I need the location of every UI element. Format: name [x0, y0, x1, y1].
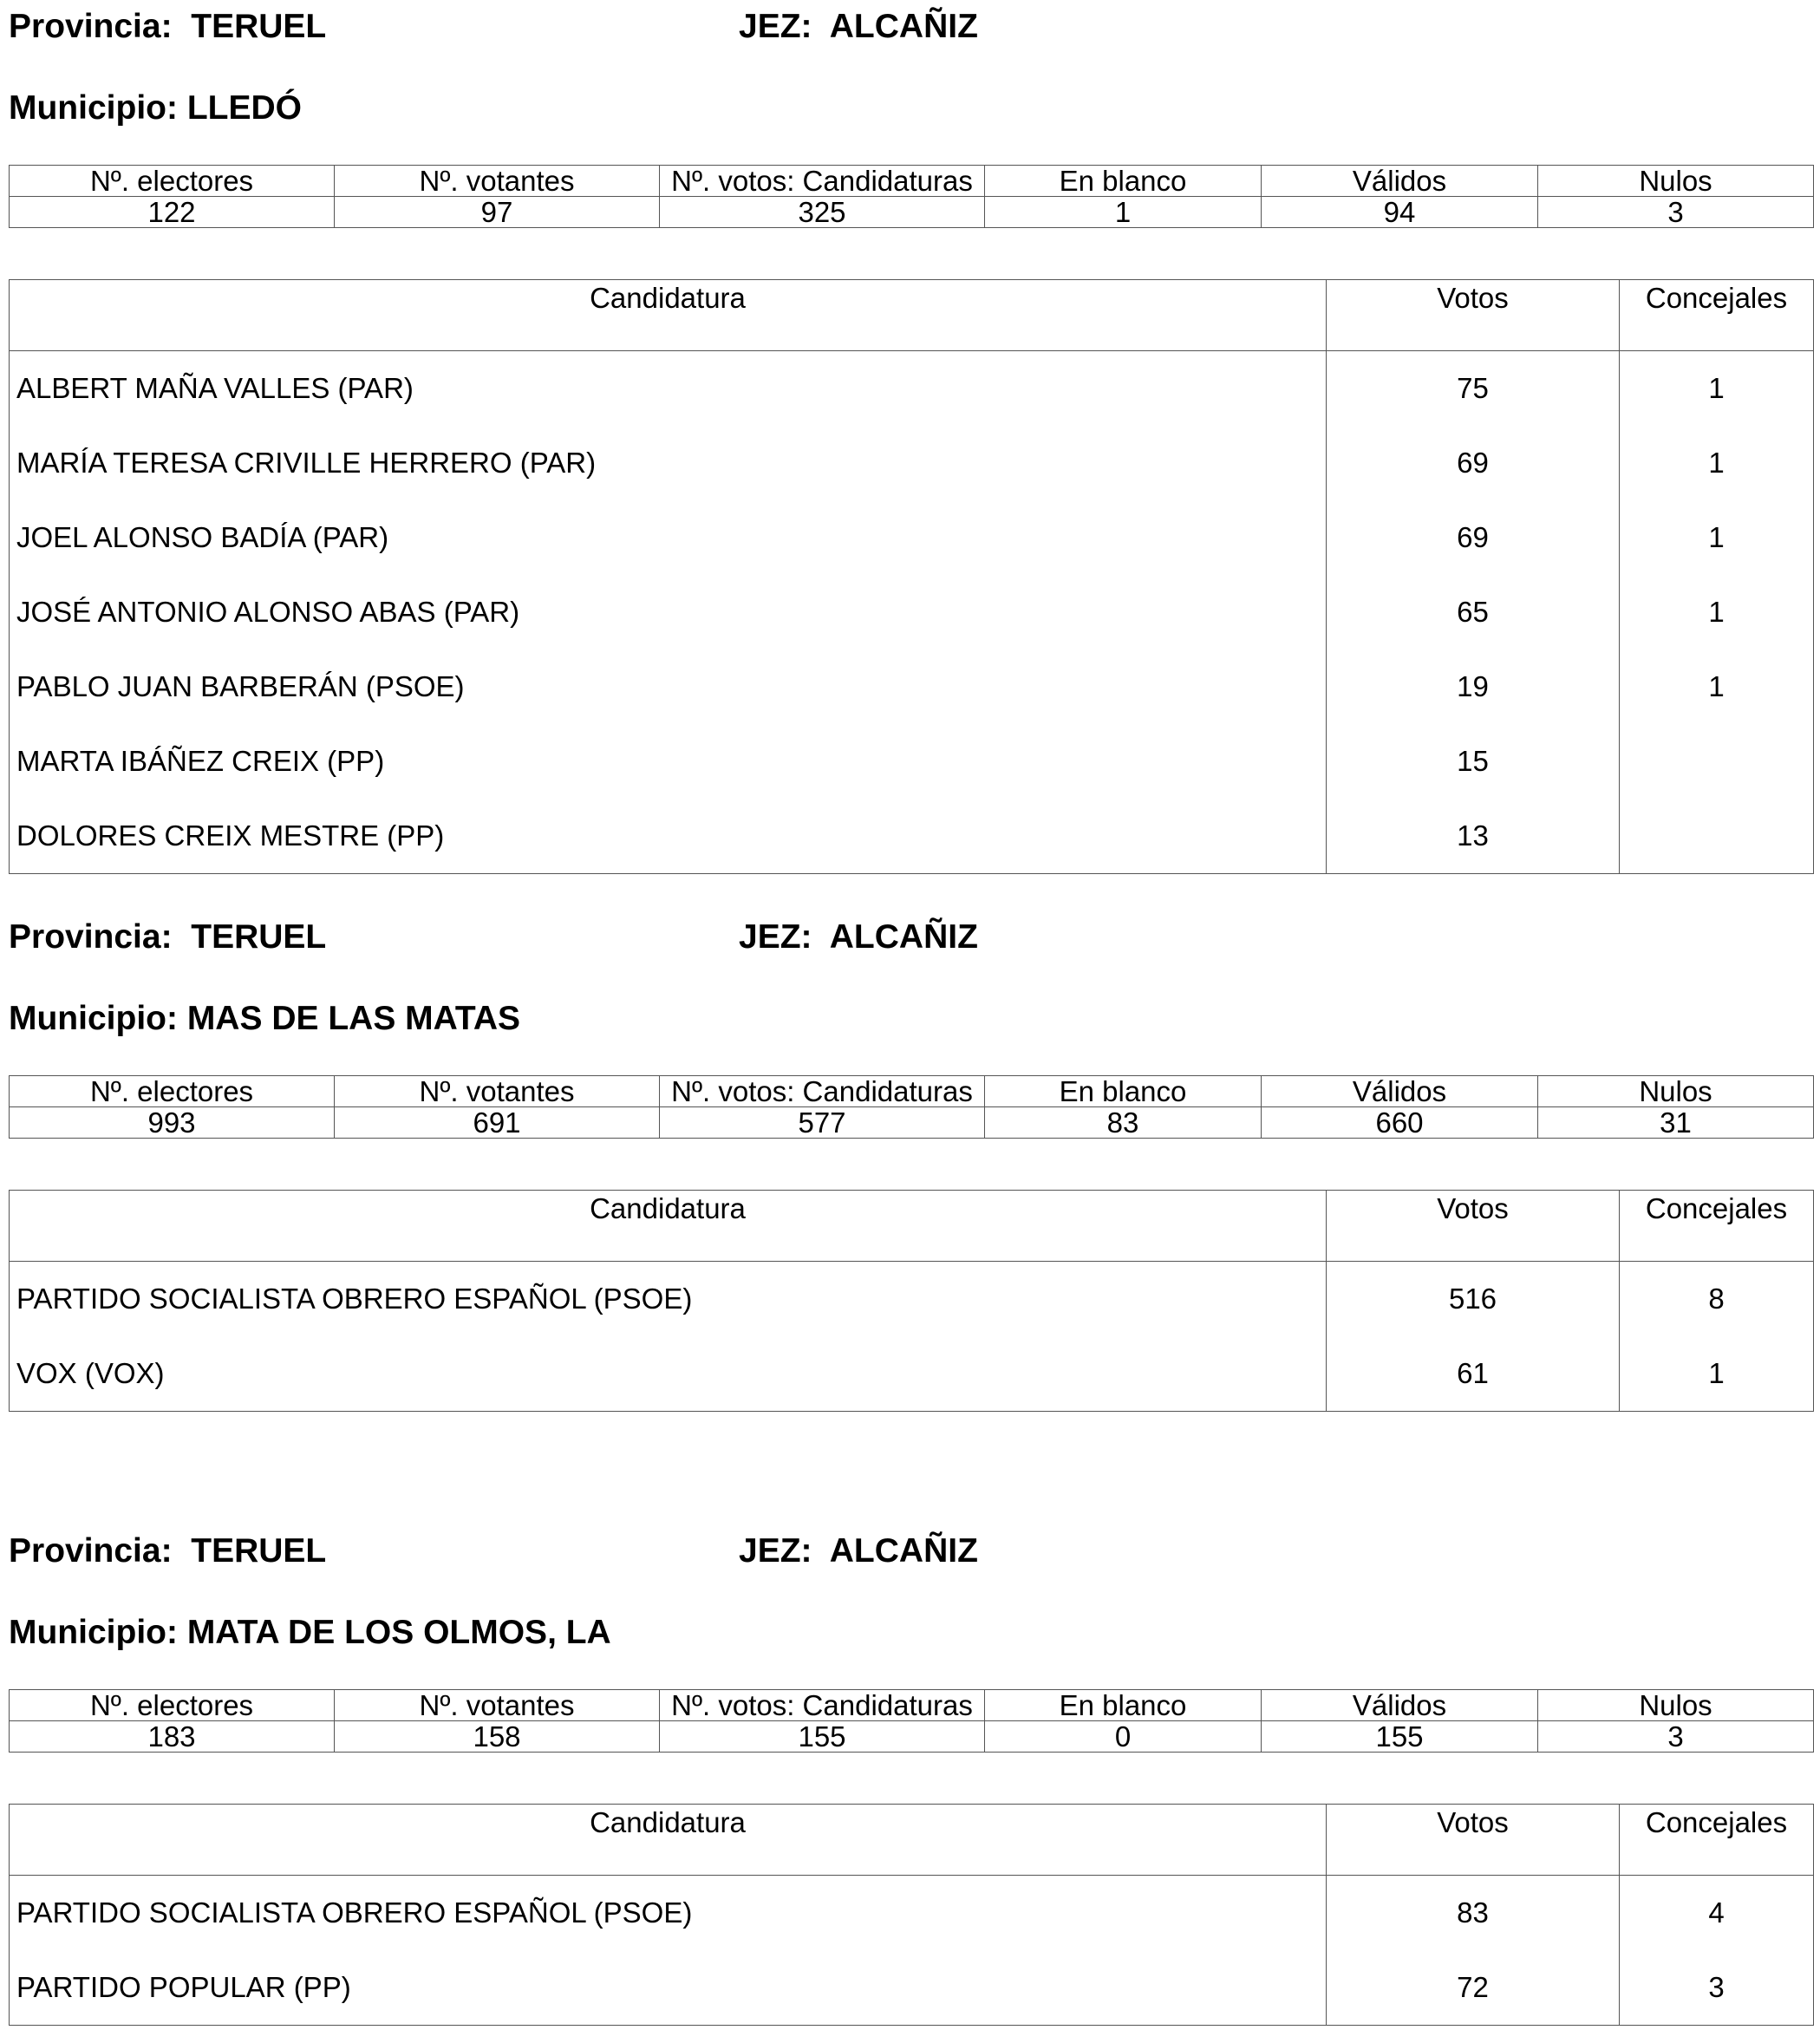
- votos-candidaturas-header: Nº. votos: Candidaturas: [660, 1076, 985, 1107]
- candidaturas-header-row: [10, 1191, 1814, 1262]
- stats-header-row: [10, 166, 1814, 197]
- municipio-label: Municipio:: [9, 89, 178, 127]
- municipio-label: Municipio:: [9, 1000, 178, 1037]
- votantes-header: Nº. votantes: [335, 1076, 660, 1107]
- table-row: [10, 1262, 1814, 1337]
- table-row: [10, 649, 1814, 724]
- concejales-value: 1: [1620, 575, 1814, 649]
- stats-table: [9, 1075, 1814, 1139]
- jez-heading: [739, 917, 978, 957]
- municipio-value: LLEDÓ: [186, 89, 302, 127]
- candidaturas-table: [9, 279, 1814, 874]
- candidatura-name: MARÍA TERESA CRIVILLE HERRERO (PAR): [10, 426, 1327, 500]
- municipio-heading: [9, 88, 302, 128]
- en-blanco-value: 1: [985, 197, 1262, 228]
- votantes-header: Nº. votantes: [335, 1690, 660, 1721]
- candidatura-name: DOLORES CREIX MESTRE (PP): [10, 799, 1327, 874]
- stats-header-row: [10, 1690, 1814, 1721]
- validos-header: Válidos: [1262, 166, 1538, 197]
- municipio-value: MAS DE LAS MATAS: [186, 1000, 521, 1037]
- table-row: [10, 799, 1814, 874]
- concejales-value: 8: [1620, 1262, 1814, 1337]
- concejales-value: 1: [1620, 649, 1814, 724]
- concejales-value: 1: [1620, 1336, 1814, 1412]
- table-row: [10, 575, 1814, 649]
- electores-value: 183: [10, 1721, 335, 1753]
- validos-header: Válidos: [1262, 1076, 1538, 1107]
- validos-value: 660: [1262, 1107, 1538, 1139]
- nulos-value: 3: [1538, 197, 1814, 228]
- provincia-heading: [9, 7, 326, 47]
- candidaturas-header-row: [10, 1805, 1814, 1876]
- votos-candidaturas-header: Nº. votos: Candidaturas: [660, 1690, 985, 1721]
- table-row: [10, 351, 1814, 427]
- jez-label: JEZ:: [739, 918, 812, 956]
- en-blanco-value: 0: [985, 1721, 1262, 1753]
- candidaturas-header-row: [10, 280, 1814, 351]
- nulos-value: 3: [1538, 1721, 1814, 1753]
- candidatura-header: Candidatura: [10, 280, 1327, 351]
- electores-header: Nº. electores: [10, 1076, 335, 1107]
- electores-header: Nº. electores: [10, 1690, 335, 1721]
- votos-value: 69: [1327, 500, 1620, 575]
- votos-value: 72: [1327, 1950, 1620, 2026]
- votos-value: 69: [1327, 426, 1620, 500]
- table-row: [10, 1876, 1814, 1951]
- municipio-heading: [9, 999, 520, 1039]
- votos-value: 83: [1327, 1876, 1620, 1951]
- candidatura-name: PARTIDO SOCIALISTA OBRERO ESPAÑOL (PSOE): [10, 1262, 1327, 1337]
- provincia-value: TERUEL: [191, 8, 327, 45]
- municipio-value: MATA DE LOS OLMOS, LA: [186, 1614, 611, 1651]
- jez-value: ALCAÑIZ: [829, 8, 978, 45]
- concejales-value: 1: [1620, 426, 1814, 500]
- candidatura-name: JOEL ALONSO BADÍA (PAR): [10, 500, 1327, 575]
- jez-label: JEZ:: [739, 8, 812, 45]
- jez-heading: [739, 7, 978, 47]
- nulos-value: 31: [1538, 1107, 1814, 1139]
- concejales-header: Concejales: [1620, 1191, 1814, 1262]
- provincia-label: Provincia:: [9, 918, 173, 956]
- votantes-value: 691: [335, 1107, 660, 1139]
- votos-header: Votos: [1327, 1805, 1620, 1876]
- votos-candidaturas-value: 577: [660, 1107, 985, 1139]
- votos-value: 13: [1327, 799, 1620, 874]
- votantes-value: 97: [335, 197, 660, 228]
- candidaturas-table: [9, 1804, 1814, 2026]
- nulos-header: Nulos: [1538, 1076, 1814, 1107]
- candidatura-name: ALBERT MAÑA VALLES (PAR): [10, 351, 1327, 427]
- table-row: [10, 500, 1814, 575]
- provincia-heading: [9, 1531, 326, 1571]
- table-row: [10, 1950, 1814, 2026]
- votos-value: 516: [1327, 1262, 1620, 1337]
- candidaturas-table: [9, 1190, 1814, 1412]
- electores-value: 122: [10, 197, 335, 228]
- municipio-label: Municipio:: [9, 1614, 178, 1651]
- provincia-value: TERUEL: [191, 1532, 327, 1570]
- concejales-value: 3: [1620, 1950, 1814, 2026]
- nulos-header: Nulos: [1538, 1690, 1814, 1721]
- candidatura-header: Candidatura: [10, 1191, 1327, 1262]
- votantes-value: 158: [335, 1721, 660, 1753]
- en-blanco-value: 83: [985, 1107, 1262, 1139]
- votos-candidaturas-value: 325: [660, 197, 985, 228]
- votos-value: 65: [1327, 575, 1620, 649]
- concejales-value: 1: [1620, 351, 1814, 427]
- table-row: [10, 1336, 1814, 1412]
- stats-table: [9, 1689, 1814, 1753]
- concejales-header: Concejales: [1620, 1805, 1814, 1876]
- provincia-heading: [9, 917, 326, 957]
- candidatura-name: MARTA IBÁÑEZ CREIX (PP): [10, 724, 1327, 799]
- candidatura-name: VOX (VOX): [10, 1336, 1327, 1412]
- votos-value: 15: [1327, 724, 1620, 799]
- votos-header: Votos: [1327, 1191, 1620, 1262]
- jez-value: ALCAÑIZ: [829, 1532, 978, 1570]
- votos-candidaturas-value: 155: [660, 1721, 985, 1753]
- votos-value: 61: [1327, 1336, 1620, 1412]
- jez-value: ALCAÑIZ: [829, 918, 978, 956]
- municipio-heading: [9, 1613, 611, 1653]
- stats-value-row: [10, 1107, 1814, 1139]
- nulos-header: Nulos: [1538, 166, 1814, 197]
- validos-header: Válidos: [1262, 1690, 1538, 1721]
- en-blanco-header: En blanco: [985, 1076, 1262, 1107]
- jez-label: JEZ:: [739, 1532, 812, 1570]
- en-blanco-header: En blanco: [985, 1690, 1262, 1721]
- votantes-header: Nº. votantes: [335, 166, 660, 197]
- votos-value: 19: [1327, 649, 1620, 724]
- votos-value: 75: [1327, 351, 1620, 427]
- validos-value: 155: [1262, 1721, 1538, 1753]
- concejales-value: 4: [1620, 1876, 1814, 1951]
- stats-value-row: [10, 1721, 1814, 1753]
- votos-header: Votos: [1327, 280, 1620, 351]
- concejales-value: 1: [1620, 500, 1814, 575]
- electores-header: Nº. electores: [10, 166, 335, 197]
- provincia-label: Provincia:: [9, 8, 173, 45]
- en-blanco-header: En blanco: [985, 166, 1262, 197]
- provincia-label: Provincia:: [9, 1532, 173, 1570]
- candidatura-name: PABLO JUAN BARBERÁN (PSOE): [10, 649, 1327, 724]
- concejales-value: [1620, 799, 1814, 874]
- validos-value: 94: [1262, 197, 1538, 228]
- candidatura-header: Candidatura: [10, 1805, 1327, 1876]
- stats-table: [9, 165, 1814, 228]
- table-row: [10, 426, 1814, 500]
- jez-heading: [739, 1531, 978, 1571]
- stats-value-row: [10, 197, 1814, 228]
- votos-candidaturas-header: Nº. votos: Candidaturas: [660, 166, 985, 197]
- candidatura-name: JOSÉ ANTONIO ALONSO ABAS (PAR): [10, 575, 1327, 649]
- concejales-value: [1620, 724, 1814, 799]
- provincia-value: TERUEL: [191, 918, 327, 956]
- candidatura-name: PARTIDO SOCIALISTA OBRERO ESPAÑOL (PSOE): [10, 1876, 1327, 1951]
- table-row: [10, 724, 1814, 799]
- stats-header-row: [10, 1076, 1814, 1107]
- concejales-header: Concejales: [1620, 280, 1814, 351]
- electores-value: 993: [10, 1107, 335, 1139]
- candidatura-name: PARTIDO POPULAR (PP): [10, 1950, 1327, 2026]
